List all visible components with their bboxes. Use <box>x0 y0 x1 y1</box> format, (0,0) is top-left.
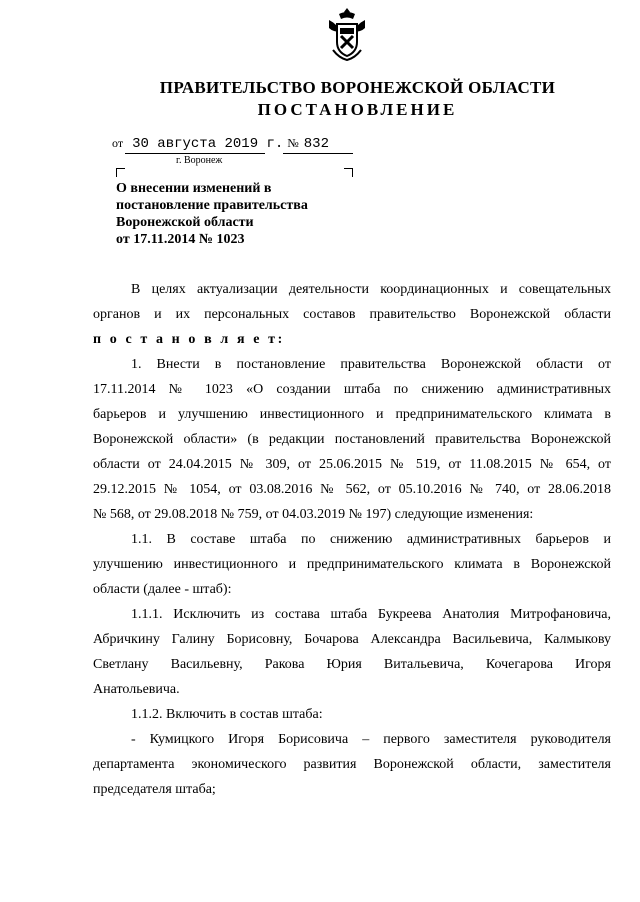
body-line: 29.12.2015 № 1054, от 03.08.2016 № 562, от 05.10.2016 № 740, от 28.06.2018 <box>93 482 611 497</box>
body-line: области (далее - штаб): <box>93 582 232 597</box>
subject-line: О внесении изменений в <box>116 181 272 196</box>
body-line: улучшению инвестиционного и предпринимательского климата в Воронежской <box>93 557 611 572</box>
subject-line: от 17.11.2014 № 1023 <box>116 232 245 247</box>
body-line: области от 24.04.2015 № 309, от 25.06.2015 № 519, от 11.08.2015 № 654, от <box>93 457 611 472</box>
coat-of-arms-icon <box>325 6 369 62</box>
body-line: 1. Внести в постановление правительства Воронежской области от <box>131 357 611 372</box>
body-line: 1.1.1. Исключить из состава штаба Букреева Анатолия Митрофановича, <box>131 607 611 622</box>
body-line: Светлану Васильевну, Ракова Юрия Витальевича, Кочегарова Игоря <box>93 657 611 672</box>
body-line: органов и их персональных составов правительство Воронежской области <box>93 307 611 322</box>
document-number: 832 <box>303 136 329 152</box>
body-line: Воронежской области» (в редакции постановлений правительства Воронежской <box>93 432 611 447</box>
body-line: департамента экономического развития Воронежской области, заместителя <box>93 757 611 772</box>
city: г. Воронеж <box>176 155 223 166</box>
subject-block <box>116 180 346 248</box>
number-sign: № <box>287 136 299 150</box>
body-line: № 568, от 29.08.2018 № 759, от 04.03.2019 № 197) следующие изменения: <box>93 507 534 522</box>
subject-corner-right <box>344 168 353 177</box>
body-line: 1.1. В составе штаба по снижению административных барьеров и <box>131 532 611 547</box>
date-line <box>112 136 329 152</box>
body-line: - Кумицкого Игоря Борисовича – первого заместителя руководителя <box>131 732 611 747</box>
body-line: 17.11.2014 № 1023 «О создании штаба по снижению административных <box>93 382 611 397</box>
decree-word: п о с т а н о в л я е т: <box>93 332 285 347</box>
body-line: 1.1.2. Включить в состав штаба: <box>131 707 323 722</box>
subject-line: постановление правительства <box>116 198 308 213</box>
number-underline <box>283 153 353 154</box>
subject-line: Воронежской области <box>116 215 254 230</box>
document-date: 30 августа 2019 г. <box>132 136 284 152</box>
body-line: В целях актуализации деятельности координационных и совещательных <box>131 282 611 297</box>
body-line: Абричкину Галину Борисовну, Бочарова Александра Васильевича, Калмыкову <box>93 632 611 647</box>
body-line: барьеров и улучшению инвестиционного и предпринимательского климата в <box>93 407 611 422</box>
date-prefix: от <box>112 136 124 150</box>
government-title: ПРАВИТЕЛЬСТВО ВОРОНЕЖСКОЙ ОБЛАСТИ <box>159 78 556 97</box>
date-underline <box>125 153 265 154</box>
body-line: председателя штаба; <box>93 782 216 797</box>
body-line: Анатольевича. <box>93 682 180 697</box>
subject-corner-left <box>116 168 125 177</box>
document-type: ПОСТАНОВЛЕНИЕ <box>257 100 458 119</box>
